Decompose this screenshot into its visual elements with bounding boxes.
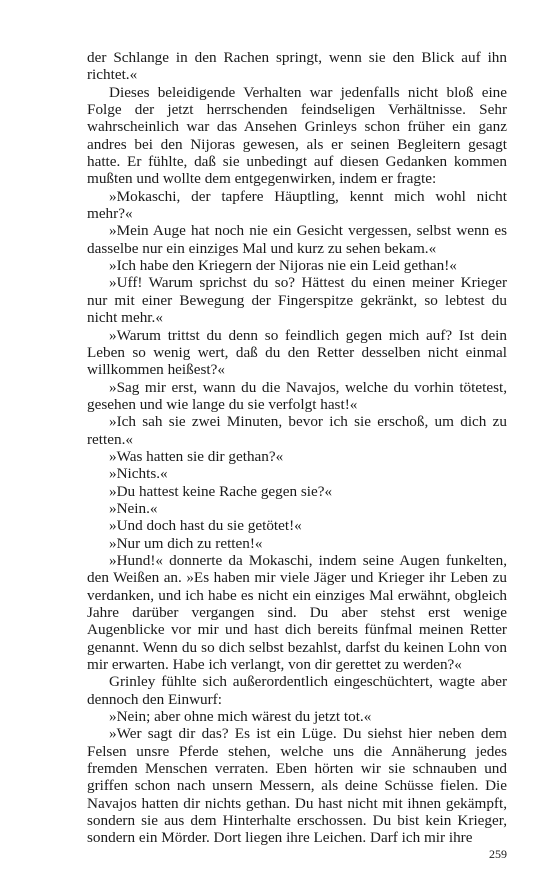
paragraph: »Warum trittst du denn so feindlich gegen mich auf? Ist dein Leben so wenig wert, daß du den Retter desselben nicht einmal willkommen heißest?« <box>87 326 507 379</box>
paragraph: »Nein; aber ohne mich wärest du jetzt tot.« <box>109 708 372 726</box>
paragraph: »Sag mir erst, wann du die Navajos, welche du vorhin tötetest, gesehen und wie lange du sie verfolgt hast!« <box>87 378 507 413</box>
paragraph: »Mein Auge hat noch nie ein Gesicht vergessen, selbst wenn es dasselbe nur ein einziges Mal und kurz zu sehen bekam.« <box>87 222 507 257</box>
paragraph: der Schlange in den Rachen springt, wenn sie den Blick auf ihn richtet.« <box>87 49 507 84</box>
paragraph: »Uff! Warum sprichst du so? Hättest du einen meiner Krieger nur mit einer Bewegung der Fingerspitze gekränkt, so lebtest du nicht mehr.« <box>87 274 507 327</box>
paragraph: »Und doch hast du sie getötet!« <box>109 517 302 535</box>
paragraph: »Ich habe den Kriegern der Nijoras nie ein Leid gethan!« <box>109 257 457 275</box>
paragraph: »Mokaschi, der tapfere Häuptling, kennt mich wohl nicht mehr?« <box>87 187 507 223</box>
paragraph: »Ich sah sie zwei Minuten, bevor ich sie erschoß, um dich zu retten.« <box>87 413 507 448</box>
paragraph: »Wer sagt dir das? Es ist ein Lüge. Du siehst hier neben dem Felsen unsre Pferde stehen, welche uns die Annäherung jedes fremden Menschen verraten. Eben hörten wir sie schnauben und griffen schon nach unsern Messern, als deine Schüsse fielen. Die Navajos hatten dir nichts gethan. Du hast nicht mit ihnen gekämpft, sondern sie aus dem Hinterhalte erschossen. Du bist kein Krieger, sondern ein Mörder. Dort liegen ihre Leichen. Darf ich mir ihre <box>87 725 507 847</box>
paragraph: »Hund!« donnerte da Mokaschi, indem seine Augen funkelten, den Weißen an. »Es haben mir viele Jäger und Krieger ihr Leben zu verdanken, und ich habe es nicht ein einziges Mal erwähnt, obgleich Jahre darüber vergangen sind. Du aber stehst erst wenige Augenblicke vor mir und hast dich bereits fünfmal meinen Retter genannt. Wenn du so dich selbst bezahlst, darfst du keinen Lohn von mir erwarten. Habe ich verlangt, von dir gerettet zu werden?« <box>87 551 507 674</box>
paragraph: Dieses beleidigende Verhalten war jedenfalls nicht bloß eine Folge der jetzt herrschenden feindseligen Verhältnisse. Sehr wahrscheinlich war das Ansehen Grinleys schon früher ein ganz andres bei den Nijoras gewesen, als er seinen Begleitern gesagt hatte. Er fühlte, daß sie unbedingt auf diesen Gedanken kommen mußten und wollte dem entgegenwirken, indem er fragte: <box>87 83 507 188</box>
paragraph: »Nein.« <box>109 499 158 517</box>
paragraph: »Nur um dich zu retten!« <box>109 534 263 552</box>
page-number: 259 <box>489 847 507 861</box>
paragraph: »Nichts.« <box>109 465 168 483</box>
paragraph: »Was hatten sie dir gethan?« <box>109 447 284 465</box>
paragraph: »Du hattest keine Rache gegen sie?« <box>109 482 333 500</box>
paragraph: Grinley fühlte sich außerordentlich eingeschüchtert, wagte aber dennoch den Einwurf: <box>87 673 507 708</box>
page-body <box>87 49 507 847</box>
